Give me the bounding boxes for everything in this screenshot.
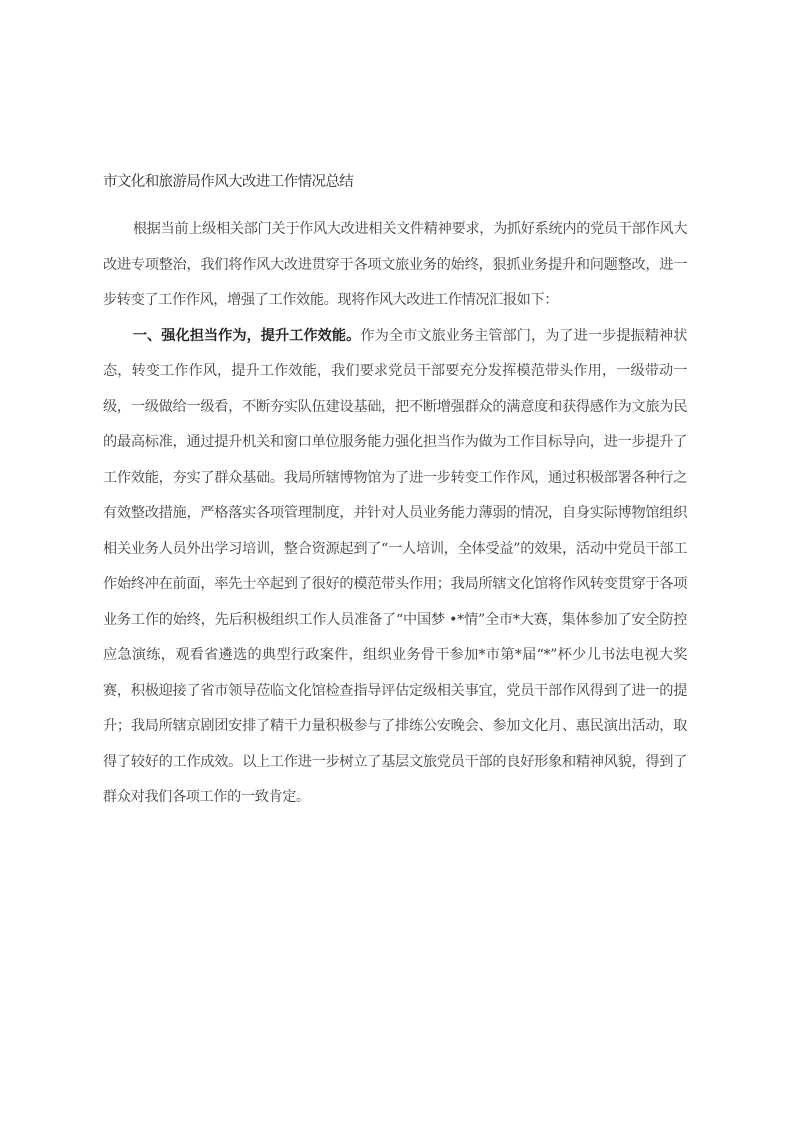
intro-paragraph-text: 根据当前上级相关部门关于作风大改进相关文件精神要求，为抓好系统内的党员干部作风大改进专项整治，我们将作风大改进贯穿于各项文旅业务的始终，狠抓业务提升和问题整改，进一步转变了工作作风，增强了工作效能。现将作风大改进工作情况汇报如下： — [103, 221, 687, 308]
section-one-heading: 一、强化担当作为，提升工作效能。 — [132, 327, 361, 344]
section-one-text: 作为全市文旅业务主管部门，为了进一步提振精神状态，转变工作作风，提升工作效能，我们要求党员干部要充分发挥模范带头作用，一级带动一级，一级做给一级看，不断夯实队伍建设基础，把不断增强群众的满意度和获得感作为文旅为民的最高标准，通过提升机关和窗口单位服务能力强化担当作为做为工作目标导向，进一步提升了工作效能，夯实了群众基础。我局所辖博物馆为了进一步转变工作作风，通过积极部署各种行之有效整改措施，严格落实各项管理制度，并针对人员业务能力薄弱的情况，自身实际博物馆组织相关业务人员外出学习培训，整合资源起到了“一人培训，全体受益”的效果，活动中党员干部工作始终冲在前面，率先士卒起到了很好的模范带头作用；我局所辖文化馆将作风转变贯穿于各项业务工作的始终，先后积极组织工作人员准备了“中国梦 •*情”全市*大赛，集体参加了安全防控应急演练，观看省遴选的典型行政案件，组织业务骨干参加*市第*届“*”杯少儿书法电视大奖赛，积极迎接了省市领导莅临文化馆检查指导评估定级相关事宜，党员干部作风得到了进一的提升；我局所辖京剧团安排了精干力量积极参与了排练公安晚会、参加文化月、惠民演出活动，取得了较好的工作成效。以上工作进一步树立了基层文旅党员干部的良好形象和精神风貌，得到了群众对我们各项工作的一致肯定。 — [103, 327, 687, 805]
section-one-paragraph — [103, 319, 687, 816]
document-title: 市文化和旅游局作风大改进工作情况总结 — [103, 174, 354, 190]
intro-paragraph — [103, 212, 687, 319]
document-page — [103, 170, 687, 816]
